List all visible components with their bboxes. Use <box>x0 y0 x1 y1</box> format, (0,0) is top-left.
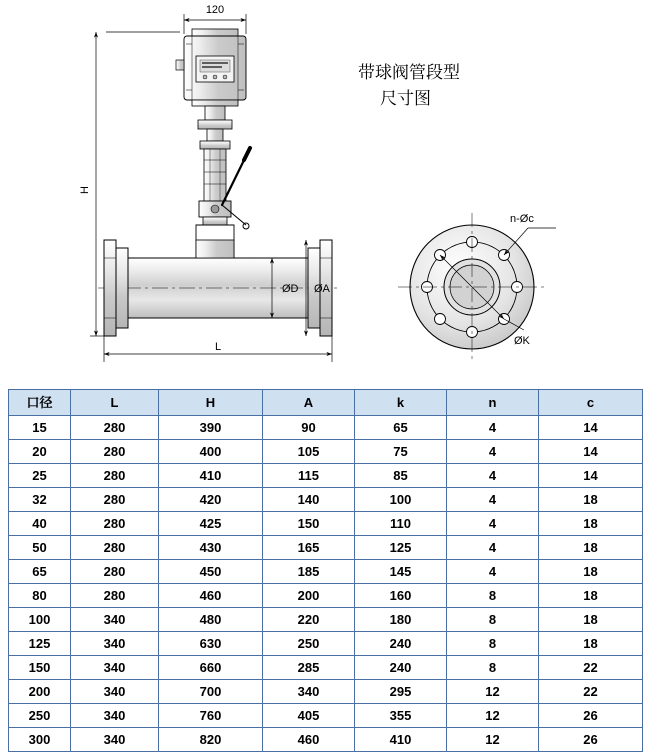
table-cell: 4 <box>447 488 539 512</box>
table-cell: 150 <box>263 512 355 536</box>
table-cell: 18 <box>539 536 643 560</box>
dim-label-l: L <box>214 341 222 353</box>
table-cell: 630 <box>159 632 263 656</box>
table-row <box>9 512 643 536</box>
table-cell: 280 <box>71 416 159 440</box>
table-cell: 660 <box>159 656 263 680</box>
table-cell: 90 <box>263 416 355 440</box>
table-cell: 15 <box>9 416 71 440</box>
table-cell: 480 <box>159 608 263 632</box>
table-cell: 4 <box>447 560 539 584</box>
table-cell: 85 <box>355 464 447 488</box>
table-cell: 14 <box>539 440 643 464</box>
table-cell: 18 <box>539 608 643 632</box>
table-row <box>9 464 643 488</box>
table-cell: 140 <box>263 488 355 512</box>
table-cell: 12 <box>447 728 539 752</box>
table-cell: 8 <box>447 632 539 656</box>
diagram-title-line2: 尺寸图 <box>380 89 431 108</box>
table-header-cell: 口径 <box>9 390 71 416</box>
table-cell: 280 <box>71 560 159 584</box>
table-cell: 240 <box>355 656 447 680</box>
table-cell: 220 <box>263 608 355 632</box>
table-row <box>9 656 643 680</box>
table-cell: 410 <box>355 728 447 752</box>
table-cell: 450 <box>159 560 263 584</box>
table-row <box>9 416 643 440</box>
table-row <box>9 632 643 656</box>
table-cell: 100 <box>9 608 71 632</box>
table-cell: 285 <box>263 656 355 680</box>
dim-label-h: H <box>79 186 91 194</box>
table-cell: 14 <box>539 416 643 440</box>
table-cell: 14 <box>539 464 643 488</box>
table-cell: 425 <box>159 512 263 536</box>
table-cell: 8 <box>447 584 539 608</box>
table-cell: 75 <box>355 440 447 464</box>
table-cell: 22 <box>539 680 643 704</box>
table-row <box>9 704 643 728</box>
table-cell: 200 <box>9 680 71 704</box>
table-header-cell: L <box>71 390 159 416</box>
table-cell: 280 <box>71 536 159 560</box>
table-cell: 20 <box>9 440 71 464</box>
table-cell: 160 <box>355 584 447 608</box>
table-cell: 280 <box>71 464 159 488</box>
table-row <box>9 584 643 608</box>
table-cell: 18 <box>539 584 643 608</box>
table-cell: 280 <box>71 488 159 512</box>
table-cell: 340 <box>71 728 159 752</box>
table-cell: 145 <box>355 560 447 584</box>
table-row <box>9 536 643 560</box>
table-header-cell: n <box>447 390 539 416</box>
table-cell: 80 <box>9 584 71 608</box>
table-cell: 125 <box>9 632 71 656</box>
table-cell: 460 <box>263 728 355 752</box>
table-header-cell: A <box>263 390 355 416</box>
dim-label-a: ØA <box>314 283 330 295</box>
table-cell: 8 <box>447 608 539 632</box>
table-cell: 26 <box>539 704 643 728</box>
table-cell: 820 <box>159 728 263 752</box>
table-header-cell: c <box>539 390 643 416</box>
table-row <box>9 440 643 464</box>
table-cell: 200 <box>263 584 355 608</box>
table-cell: 50 <box>9 536 71 560</box>
table-cell: 18 <box>539 512 643 536</box>
dimension-table <box>8 389 643 752</box>
table-cell: 25 <box>9 464 71 488</box>
table-cell: 115 <box>263 464 355 488</box>
table-cell: 280 <box>71 512 159 536</box>
table-cell: 280 <box>71 440 159 464</box>
table-cell: 40 <box>9 512 71 536</box>
table-cell: 280 <box>71 584 159 608</box>
table-cell: 12 <box>447 680 539 704</box>
table-cell: 700 <box>159 680 263 704</box>
diagram-title-line1: 带球阀管段型 <box>358 63 460 82</box>
table-cell: 105 <box>263 440 355 464</box>
transmitter-housing <box>176 29 246 106</box>
table-cell: 340 <box>71 656 159 680</box>
table-cell: 32 <box>9 488 71 512</box>
table-body <box>9 416 643 752</box>
table-cell: 150 <box>9 656 71 680</box>
table-cell: 4 <box>447 464 539 488</box>
table-row <box>9 728 643 752</box>
table-cell: 340 <box>263 680 355 704</box>
pipe-body <box>98 225 340 318</box>
table-cell: 240 <box>355 632 447 656</box>
table-cell: 12 <box>447 704 539 728</box>
table-cell: 65 <box>9 560 71 584</box>
table-cell: 4 <box>447 536 539 560</box>
table-cell: 410 <box>159 464 263 488</box>
table-header-cell: H <box>159 390 263 416</box>
table-cell: 355 <box>355 704 447 728</box>
table-cell: 4 <box>447 440 539 464</box>
table-cell: 250 <box>9 704 71 728</box>
table-cell: 420 <box>159 488 263 512</box>
table-cell: 460 <box>159 584 263 608</box>
table-cell: 185 <box>263 560 355 584</box>
dim-label-k: ØK <box>514 335 530 347</box>
table-cell: 760 <box>159 704 263 728</box>
flange-left <box>104 240 128 336</box>
table-cell: 405 <box>263 704 355 728</box>
table-row <box>9 488 643 512</box>
table-cell: 18 <box>539 488 643 512</box>
table-cell: 295 <box>355 680 447 704</box>
dim-label-d: ØD <box>282 283 299 295</box>
table-cell: 165 <box>263 536 355 560</box>
dim-label-120: 120 <box>205 4 225 16</box>
table-row <box>9 680 643 704</box>
table-cell: 26 <box>539 728 643 752</box>
table-cell: 18 <box>539 632 643 656</box>
table-header-cell: k <box>355 390 447 416</box>
dim-label-nc: n-Øc <box>510 213 534 225</box>
table-cell: 100 <box>355 488 447 512</box>
table-cell: 340 <box>71 704 159 728</box>
table-cell: 340 <box>71 632 159 656</box>
table-cell: 110 <box>355 512 447 536</box>
table-row <box>9 608 643 632</box>
table-cell: 18 <box>539 560 643 584</box>
table-cell: 65 <box>355 416 447 440</box>
table-cell: 300 <box>9 728 71 752</box>
table-cell: 390 <box>159 416 263 440</box>
table-cell: 8 <box>447 656 539 680</box>
table-header-row <box>9 390 643 416</box>
table-cell: 340 <box>71 608 159 632</box>
table-cell: 4 <box>447 416 539 440</box>
table-cell: 180 <box>355 608 447 632</box>
table-cell: 4 <box>447 512 539 536</box>
table-cell: 400 <box>159 440 263 464</box>
dimension-table-container <box>8 389 642 752</box>
table-row <box>9 560 643 584</box>
table-cell: 250 <box>263 632 355 656</box>
transmitter-neck <box>198 106 232 225</box>
table-cell: 340 <box>71 680 159 704</box>
table-cell: 430 <box>159 536 263 560</box>
table-cell: 125 <box>355 536 447 560</box>
table-cell: 22 <box>539 656 643 680</box>
